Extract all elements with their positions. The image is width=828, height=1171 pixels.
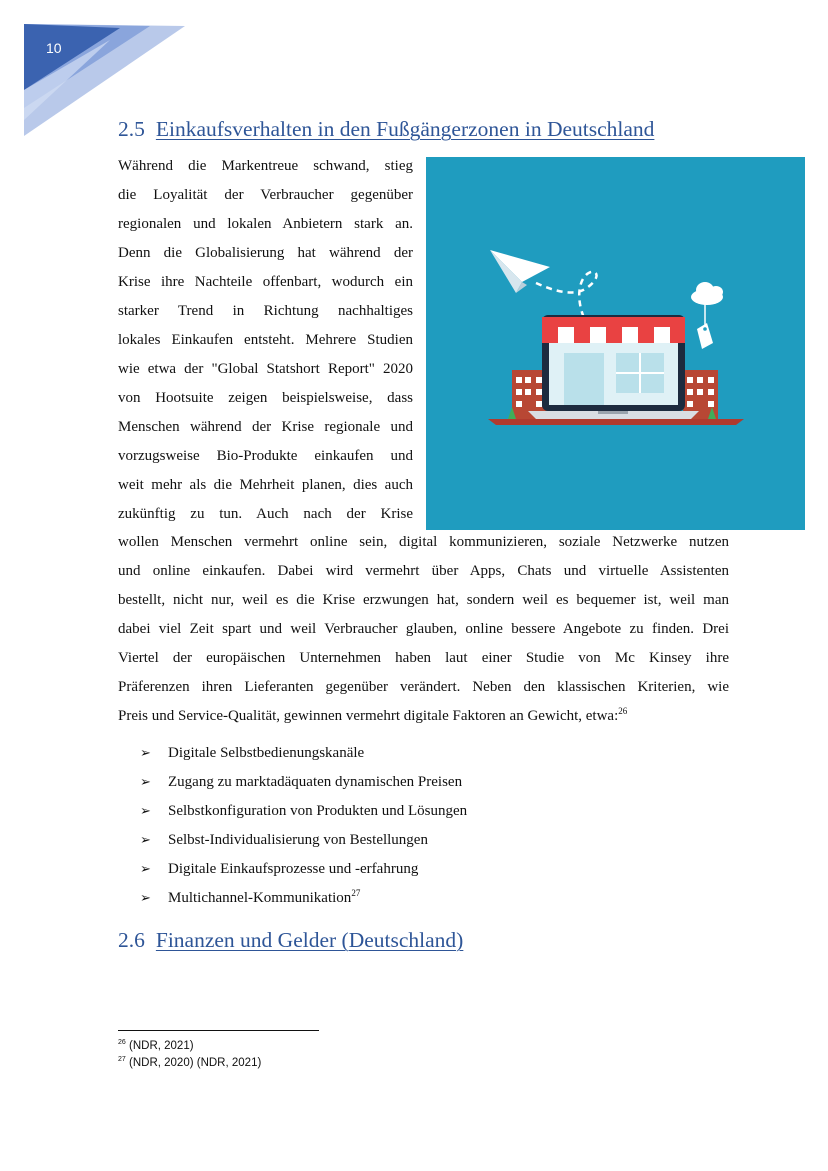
footnote-mark: 27 (118, 1056, 126, 1064)
paragraph-line-text: Preis und Service-Qualität, gewinnen vermehrt digitale Faktoren an Gewicht, etwa: (118, 708, 619, 724)
footnote-ref[interactable]: 27 (351, 888, 361, 898)
paragraph-line: regionalen und lokalen Anbietern stark an. (118, 216, 413, 232)
paragraph-line: Denn die Globalisierung hat während der (118, 245, 413, 261)
footnote-ref[interactable]: 26 (618, 706, 628, 716)
paragraph-line: von Hootsuite zeigen beispielsweise, dass (118, 390, 413, 406)
arrow-bullet-icon: ➢ (140, 891, 151, 906)
list-item (140, 739, 467, 768)
section-number: 2.6 (118, 928, 145, 952)
paragraph-line: Menschen während der Krise regionale und (118, 419, 413, 435)
section-title[interactable]: Finanzen und Gelder (Deutschland) (155, 928, 464, 952)
paragraph-line: Während die Markentreue schwand, stieg (118, 158, 413, 174)
paragraph-line: vorzugsweise Bio-Produkte einkaufen und (118, 448, 413, 464)
list-item-text: Selbstkonfiguration von Produkten und Lösungen (168, 803, 468, 819)
list-item (140, 826, 467, 855)
paragraph-line: wollen Menschen vermehrt online sein, digital kommunizieren, soziale Netzwerke nutzen (118, 534, 729, 550)
list-item-text: Multichannel-Kommunikation (168, 890, 352, 906)
footnote-mark: 26 (118, 1039, 126, 1047)
footnote-text: (NDR, 2020) (NDR, 2021) (129, 1057, 262, 1069)
paragraph-line: starker Trend in Richtung nachhaltiges (118, 303, 413, 319)
online-shop-illustration (426, 157, 805, 530)
section-heading-2-6 (118, 928, 463, 953)
arrow-bullet-icon: ➢ (140, 746, 151, 761)
paragraph-last-line (118, 702, 627, 731)
paragraph-line: Viertel der europäischen Unternehmen haben laut einer Studie von Mc Kinsey ihre (118, 650, 729, 666)
arrow-bullet-icon: ➢ (140, 862, 151, 877)
list-item-text: Digitale Einkaufsprozesse und -erfahrung (168, 861, 419, 877)
paragraph-line: und online einkaufen. Dabei wird vermehrt über Apps, Chats und virtuelle Assistenten (118, 563, 729, 579)
criteria-list (140, 739, 467, 913)
footnote-separator (118, 1030, 319, 1031)
list-item (140, 855, 467, 884)
list-item-text: Zugang zu marktadäquaten dynamischen Preisen (168, 774, 463, 790)
paragraph-line: lokales Einkaufen entsteht. Mehrere Studien (118, 332, 413, 348)
footnote (118, 1040, 194, 1052)
paragraph-line: wie etwa der "Global Statshort Report" 2020 (118, 361, 413, 377)
footnote-text: (NDR, 2021) (129, 1040, 194, 1052)
arrow-bullet-icon: ➢ (140, 775, 151, 790)
paragraph-line: zukünftig zu tun. Auch nach der Krise (118, 506, 413, 522)
paragraph-line: bestellt, nicht nur, weil es die Krise erzwungen hat, sondern weil es bequemer ist, weil man (118, 592, 729, 608)
paragraph-line: dabei viel Zeit spart und weil Verbraucher glauben, online bessere Angebote zu finden. Drei (118, 621, 729, 637)
list-item (140, 884, 467, 913)
section-number: 2.5 (118, 117, 145, 141)
list-item-text: Selbst-Individualisierung von Bestellungen (168, 832, 428, 848)
list-item (140, 768, 467, 797)
arrow-bullet-icon: ➢ (140, 804, 151, 819)
page-number: 10 (46, 40, 62, 56)
arrow-bullet-icon: ➢ (140, 833, 151, 848)
section-heading-2-5 (118, 117, 654, 142)
section-title[interactable]: Einkaufsverhalten in den Fußgängerzonen in Deutschland (155, 117, 655, 141)
list-item (140, 797, 467, 826)
paragraph-line: Präferenzen ihren Lieferanten gegenüber verändert. Neben den klassischen Kriterien, wie (118, 679, 729, 695)
footnote (118, 1057, 261, 1069)
list-item-text: Digitale Selbstbedienungskanäle (168, 745, 365, 761)
paragraph-line: weit mehr als die Mehrheit planen, dies auch (118, 477, 413, 493)
laptop-storefront-icon (528, 315, 699, 419)
paragraph-line: Krise ihre Nachteile offenbart, wodurch ein (118, 274, 413, 290)
paragraph-line: die Loyalität der Verbraucher gegenüber (118, 187, 413, 203)
